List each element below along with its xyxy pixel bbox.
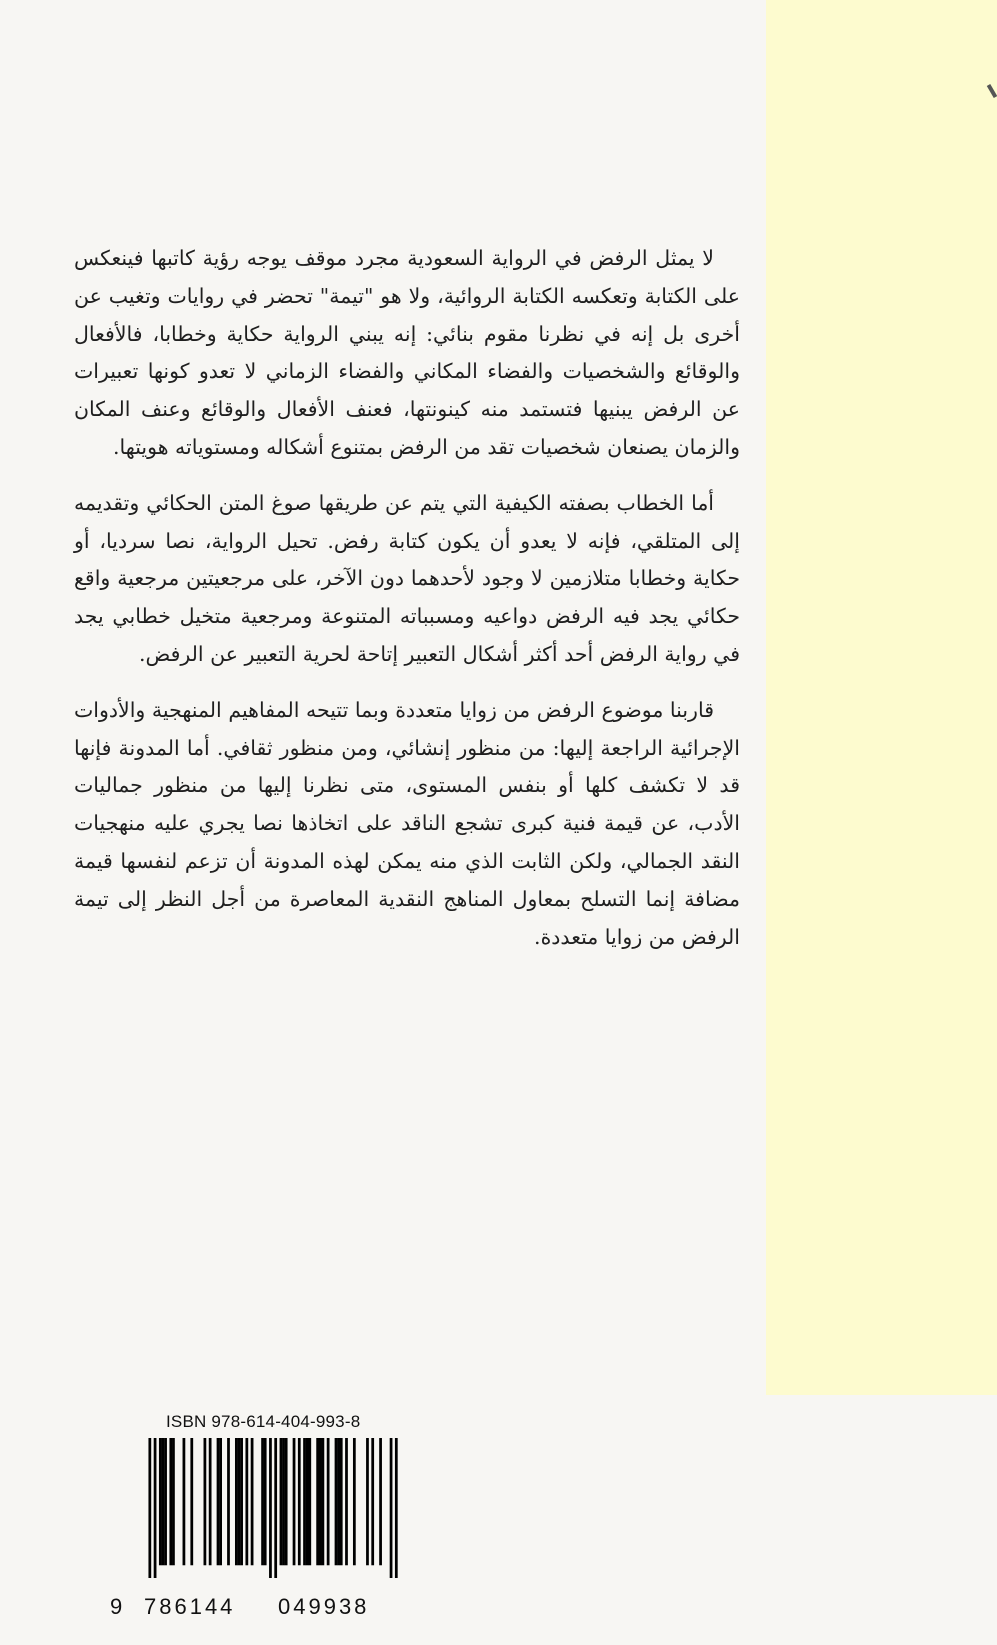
barcode-bar — [282, 1438, 285, 1565]
barcode-bar — [308, 1438, 311, 1565]
barcode-bar — [293, 1438, 296, 1565]
barcode-bar — [217, 1438, 220, 1565]
blurb-paragraph-2: أما الخطاب بصفته الكيفية التي يتم عن طريقها صوغ المتن الحكائي وتقديمه إلى المتلقي، فإنه لا يعدو أن يكون كتابة رفض. تحيل الرواية، نصا سرديا، أو حكاية وخطابا متلازمين لا وجود لأحدهما دون الآخر، على مرجعيتين مرجعية واقع حكائي يجد فيه الرفض دواعيه ومسبباته المتنوعة ومرجعية متخيل خطابي يجد في رواية الرفض أحد أكثر أشكال التعبير إتاحة لحرية التعبير عن الرفض. — [74, 490, 740, 666]
barcode-bar — [159, 1438, 162, 1565]
blurb-paragraph-1: لا يمثل الرفض في الرواية السعودية مجرد موقف يوجه رؤية كاتبها فينعكس على الكتابة وتعكسه الكتابة الروائية، ولا هو "تيمة" تحضر في روايات وتغيب عن أخرى بل إنه في نظرنا مقوم بنائي: إنه يبني الرواية حكاية وخطابا، فالأفعال والوقائع والشخصيات والفضاء المكاني والفضاء الزماني لا تعدو كونها تعبيرات عن الرفض يبنيها فتستمد منه كينونتها، فعنف الأفعال والوقائع وعنف المكان والزمان يصنعان شخصيات تقد من الرفض بمتنوع أشكاله ومستوياته هويتها. — [74, 246, 740, 459]
barcode-bar — [280, 1438, 283, 1565]
barcode-bar — [238, 1438, 241, 1565]
isbn-barcode-block — [106, 1412, 416, 1642]
barcode-bar — [245, 1438, 248, 1565]
barcode-bar — [319, 1438, 322, 1565]
barcode-bar — [340, 1438, 343, 1565]
barcode-bar — [274, 1438, 277, 1578]
blurb-text — [74, 240, 740, 974]
barcode-bar — [316, 1438, 319, 1565]
barcode-bar — [379, 1438, 382, 1565]
barcode-bar — [204, 1438, 207, 1565]
barcode-bar — [183, 1438, 186, 1565]
barcode-bar — [209, 1438, 212, 1565]
barcode-bar — [269, 1438, 272, 1578]
barcode-bar — [395, 1438, 398, 1578]
barcode-bar — [264, 1438, 267, 1565]
barcode-bar — [227, 1438, 230, 1565]
barcode-bar — [353, 1438, 356, 1565]
barcode-bar — [306, 1438, 309, 1565]
isbn-label: ISBN 978-614-404-993-8 — [166, 1412, 361, 1431]
barcode-bar — [345, 1438, 348, 1565]
barcode-digit-first: 9 — [110, 1594, 123, 1619]
barcode-bar — [240, 1438, 243, 1565]
barcode-bar — [251, 1438, 254, 1565]
barcode-bar — [335, 1438, 338, 1565]
barcode-bar — [235, 1438, 238, 1565]
yellow-side-band — [766, 0, 997, 1395]
barcode-digits-right: 049938 — [278, 1594, 370, 1619]
barcode-bar — [303, 1438, 306, 1565]
barcode-bar — [219, 1438, 222, 1565]
barcode-bar — [327, 1438, 330, 1565]
barcode-bar — [154, 1438, 157, 1578]
barcode — [136, 1438, 410, 1578]
barcode-bar — [366, 1438, 369, 1565]
barcode-bar — [169, 1438, 172, 1565]
barcode-bar — [298, 1438, 301, 1565]
barcode-bar — [148, 1438, 151, 1578]
barcode-bar — [261, 1438, 264, 1565]
barcode-bar — [285, 1438, 288, 1565]
barcode-bar — [172, 1438, 175, 1565]
barcode-digits-left: 786144 — [144, 1594, 236, 1619]
barcode-bar — [164, 1438, 167, 1565]
blurb-paragraph-3: قاربنا موضوع الرفض من زوايا متعددة وبما تتيحه المفاهيم المنهجية والأدوات الإجرائية الراجعة إليها: من منظور إنشائي، ومن منظور ثقافي. أما المدونة فإنها قد لا تكشف كلها أو بنفس المستوى، متى نظرنا إليها من منظور جماليات الأدب، عن قيمة فنية كبرى تشجع الناقد على اتخاذها نصا يجري عليه منهجيات النقد الجمالي، ولكن الثابت الذي منه يمكن لهذه المدونة أن تزعم لنفسها قيمة مضافة إنما التسلح بمعاول المناهج النقدية المعاصرة من أجل النظر إلى تيمة الرفض من زوايا متعددة. — [74, 697, 740, 949]
barcode-bar — [322, 1438, 325, 1565]
barcode-bar — [162, 1438, 165, 1565]
barcode-bar — [337, 1438, 340, 1565]
barcode-bar — [190, 1438, 193, 1565]
barcode-bar — [390, 1438, 393, 1578]
barcode-bar — [371, 1438, 374, 1565]
